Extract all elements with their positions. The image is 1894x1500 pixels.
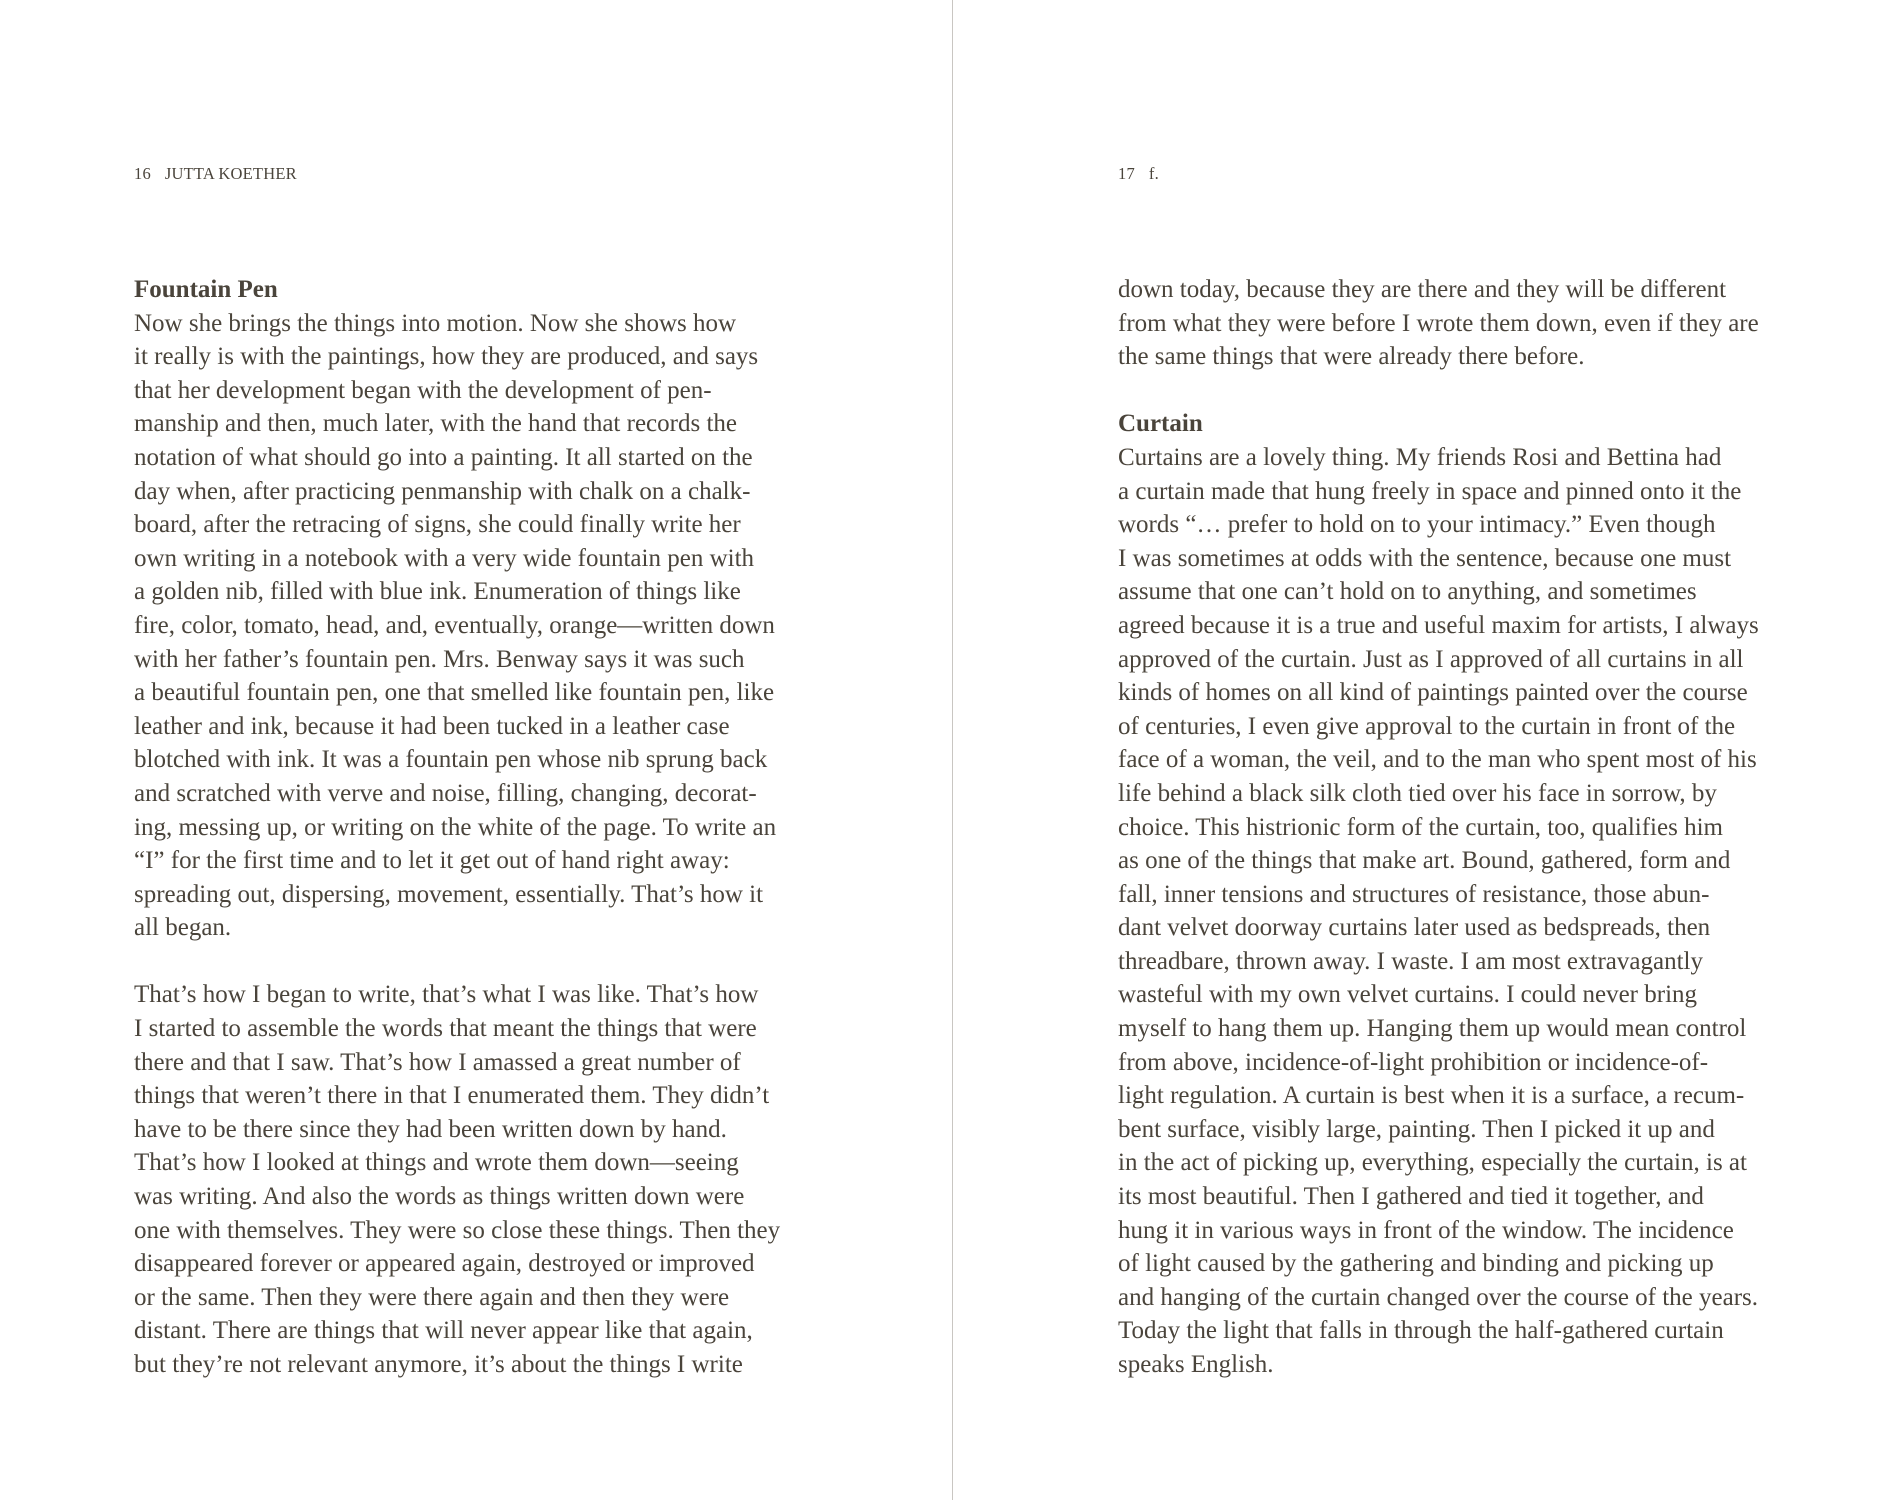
text-line: approved of the curtain. Just as I approved of all curtains in all — [1118, 645, 1744, 673]
text-line: Curtains are a lovely thing. My friends Rosi and Bettina had — [1118, 443, 1722, 471]
text-line: fall, inner tensions and structures of resistance, those abun- — [1118, 880, 1710, 908]
text-line: life behind a black silk cloth tied over his face in sorrow, by — [1118, 779, 1717, 807]
section-heading: Curtain — [1118, 410, 1203, 438]
text-line: a golden nib, filled with blue ink. Enumeration of things like — [134, 578, 741, 606]
paragraph — [1118, 441, 1778, 1382]
text-line: I was sometimes at odds with the sentence, because one must — [1118, 544, 1732, 572]
text-line: and hanging of the curtain changed over the course of the years. — [1118, 1283, 1759, 1311]
right-page-body — [1118, 273, 1778, 1382]
text-line: of light caused by the gathering and binding and picking up — [1118, 1250, 1714, 1278]
text-line: threadbare, thrown away. I waste. I am most extravagantly — [1118, 947, 1703, 975]
text-line: was writing. And also the words as things written down were — [134, 1183, 745, 1211]
paragraph — [1118, 273, 1778, 374]
text-line: but they’re not relevant anymore, it’s about the things I write — [134, 1351, 743, 1378]
text-line: ing, messing up, or writing on the white of the page. To write an — [134, 813, 777, 841]
text-line: in the act of picking up, everything, especially the curtain, is at — [1118, 1149, 1747, 1177]
left-page-body — [134, 273, 794, 1382]
text-line: or the same. Then they were there again and then they were — [134, 1283, 730, 1311]
text-line: its most beautiful. Then I gathered and tied it together, and — [1118, 1183, 1704, 1211]
page-number: 16 — [134, 164, 151, 183]
text-line: face of a woman, the veil, and to the man who spent most of his — [1118, 746, 1757, 774]
text-line: speaks English. — [1118, 1351, 1274, 1378]
text-line: disappeared forever or appeared again, destroyed or improved — [134, 1250, 755, 1278]
paragraph — [134, 978, 794, 1381]
section-heading: Fountain Pen — [134, 276, 278, 303]
text-line: from what they were before I wrote them down, even if they are — [1118, 309, 1759, 337]
text-line: hung it in various ways in front of the window. The incidence — [1118, 1216, 1734, 1244]
running-head-left — [134, 164, 297, 184]
text-line: notation of what should go into a painting. It all started on the — [134, 443, 753, 471]
text-line: things that weren’t there in that I enumerated them. They didn’t — [134, 1082, 770, 1110]
text-line: from above, incidence-of-light prohibition or incidence-of- — [1118, 1048, 1709, 1076]
text-line: spreading out, dispersing, movement, essentially. That’s how it — [134, 880, 764, 908]
text-line: a beautiful fountain pen, one that smelled like fountain pen, like — [134, 679, 775, 707]
running-head-title: JUTTA KOETHER — [164, 164, 297, 183]
running-head-title: f. — [1148, 164, 1159, 183]
text-line: distant. There are things that will never appear like that again, — [134, 1317, 753, 1345]
text-line: board, after the retracing of signs, she could finally write her — [134, 511, 741, 539]
text-line: fire, color, tomato, head, and, eventually, orange—written down — [134, 611, 775, 639]
text-line: “I” for the first time and to let it get out of hand right away: — [134, 847, 730, 875]
text-line: myself to hang them up. Hanging them up would mean control — [1118, 1015, 1747, 1043]
text-line: manship and then, much later, with the hand that records the — [134, 410, 737, 438]
page-gutter-divider — [952, 0, 953, 1500]
text-line: wasteful with my own velvet curtains. I could never bring — [1118, 981, 1698, 1009]
paragraph-spacer — [1118, 374, 1778, 408]
text-line: That’s how I looked at things and wrote them down—seeing — [134, 1149, 739, 1177]
text-line: choice. This histrionic form of the curtain, too, qualifies him — [1118, 813, 1723, 841]
text-line: there and that I saw. That’s how I amassed a great number of — [134, 1048, 741, 1076]
text-line: That’s how I began to write, that’s what I was like. That’s how — [134, 981, 759, 1009]
text-line: Now she brings the things into motion. Now she shows how — [134, 309, 737, 337]
text-line: all began. — [134, 914, 232, 942]
text-line: have to be there since they had been written down by hand. — [134, 1115, 727, 1143]
page-number: 17 — [1118, 164, 1135, 183]
text-line: it really is with the paintings, how they are produced, and says — [134, 343, 759, 371]
text-line: kinds of homes on all kind of paintings painted over the course — [1118, 679, 1748, 707]
text-line: own writing in a notebook with a very wide fountain pen with — [134, 544, 755, 572]
text-line: a curtain made that hung freely in space and pinned onto it the — [1118, 477, 1742, 505]
text-line: leather and ink, because it had been tucked in a leather case — [134, 712, 730, 740]
text-line: down today, because they are there and they will be different — [1118, 276, 1727, 303]
text-line: and scratched with verve and noise, filling, changing, decorat- — [134, 779, 757, 807]
text-line: the same things that were already there before. — [1118, 343, 1585, 371]
text-line: of centuries, I even give approval to the curtain in front of the — [1118, 712, 1736, 740]
text-line: one with themselves. They were so close these things. Then they — [134, 1216, 781, 1244]
paragraph-spacer — [134, 945, 794, 979]
text-line: as one of the things that make art. Bound, gathered, form and — [1118, 847, 1731, 875]
text-line: blotched with ink. It was a fountain pen whose nib sprung back — [134, 746, 768, 774]
text-line: words “… prefer to hold on to your intimacy.” Even though — [1118, 511, 1716, 539]
text-line: light regulation. A curtain is best when it is a surface, a recum- — [1118, 1082, 1745, 1110]
text-line: bent surface, visibly large, painting. Then I picked it up and — [1118, 1115, 1715, 1143]
text-line: assume that one can’t hold on to anything, and sometimes — [1118, 578, 1697, 606]
running-head-right — [1118, 164, 1159, 184]
text-line: that her development began with the development of pen- — [134, 376, 712, 404]
text-line: agreed because it is a true and useful maxim for artists, I always — [1118, 611, 1759, 639]
text-line: dant velvet doorway curtains later used as bedspreads, then — [1118, 914, 1711, 942]
text-line: I started to assemble the words that meant the things that were — [134, 1015, 757, 1043]
text-line: Today the light that falls in through the half-gathered curtain — [1118, 1317, 1724, 1345]
text-line: day when, after practicing penmanship with chalk on a chalk- — [134, 477, 751, 505]
text-line: with her father’s fountain pen. Mrs. Benway says it was such — [134, 645, 745, 673]
paragraph — [134, 307, 794, 945]
